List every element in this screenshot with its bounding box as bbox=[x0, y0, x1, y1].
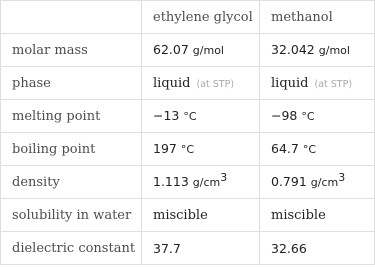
value: −13 bbox=[153, 108, 180, 123]
row-label-solubility-in-water: solubility in water bbox=[1, 199, 142, 232]
cell-ethylene-glycol-dielectric-constant: 37.7 bbox=[142, 232, 260, 265]
column-header-ethylene-glycol: ethylene glycol bbox=[142, 1, 260, 34]
cell-methanol-dielectric-constant: 32.66 bbox=[260, 232, 375, 265]
cell-ethylene-glycol-phase bbox=[142, 67, 260, 100]
table-row-boiling-point bbox=[1, 133, 375, 166]
unit: g/mol bbox=[318, 44, 350, 57]
value: 64.7 bbox=[271, 141, 299, 156]
cell-methanol-phase bbox=[260, 67, 375, 100]
unit: g/mol bbox=[192, 44, 224, 57]
row-label-molar-mass: molar mass bbox=[1, 34, 142, 67]
value: 1.113 bbox=[153, 174, 189, 189]
cell-methanol-molar-mass bbox=[260, 34, 375, 67]
table-row-phase bbox=[1, 67, 375, 100]
row-label-density: density bbox=[1, 166, 142, 199]
value: 62.07 bbox=[153, 42, 189, 57]
unit: g/cm bbox=[192, 176, 221, 189]
unit: g/cm bbox=[310, 176, 339, 189]
cell-ethylene-glycol-boiling-point bbox=[142, 133, 260, 166]
row-label-dielectric-constant: dielectric constant bbox=[1, 232, 142, 265]
table-row-density bbox=[1, 166, 375, 199]
column-header-methanol: methanol bbox=[260, 1, 375, 34]
row-label-melting-point: melting point bbox=[1, 100, 142, 133]
value: liquid bbox=[153, 76, 191, 91]
cell-ethylene-glycol-solubility: miscible bbox=[142, 199, 260, 232]
unit-exponent: 3 bbox=[338, 171, 346, 184]
note: (at STP) bbox=[196, 79, 235, 90]
unit: °C bbox=[301, 110, 315, 123]
header-row bbox=[1, 1, 375, 34]
table-row-dielectric-constant bbox=[1, 232, 375, 265]
table-row-solubility-in-water bbox=[1, 199, 375, 232]
unit: °C bbox=[180, 143, 195, 156]
value: 197 bbox=[153, 141, 177, 156]
cell-ethylene-glycol-molar-mass bbox=[142, 34, 260, 67]
header-corner-cell bbox=[1, 1, 142, 34]
cell-methanol-density bbox=[260, 166, 375, 199]
value: liquid bbox=[271, 76, 309, 91]
row-label-boiling-point: boiling point bbox=[1, 133, 142, 166]
table-row-molar-mass bbox=[1, 34, 375, 67]
cell-methanol-melting-point bbox=[260, 100, 375, 133]
cell-methanol-solubility: miscible bbox=[260, 199, 375, 232]
unit: °C bbox=[183, 110, 197, 123]
cell-ethylene-glycol-melting-point bbox=[142, 100, 260, 133]
row-label-phase: phase bbox=[1, 67, 142, 100]
unit: °C bbox=[302, 143, 317, 156]
value: 32.042 bbox=[271, 42, 315, 57]
value: −98 bbox=[271, 108, 298, 123]
cell-methanol-boiling-point bbox=[260, 133, 375, 166]
value: 0.791 bbox=[271, 174, 307, 189]
unit-exponent: 3 bbox=[220, 171, 228, 184]
table-row-melting-point bbox=[1, 100, 375, 133]
note: (at STP) bbox=[314, 79, 353, 90]
cell-ethylene-glycol-density bbox=[142, 166, 260, 199]
